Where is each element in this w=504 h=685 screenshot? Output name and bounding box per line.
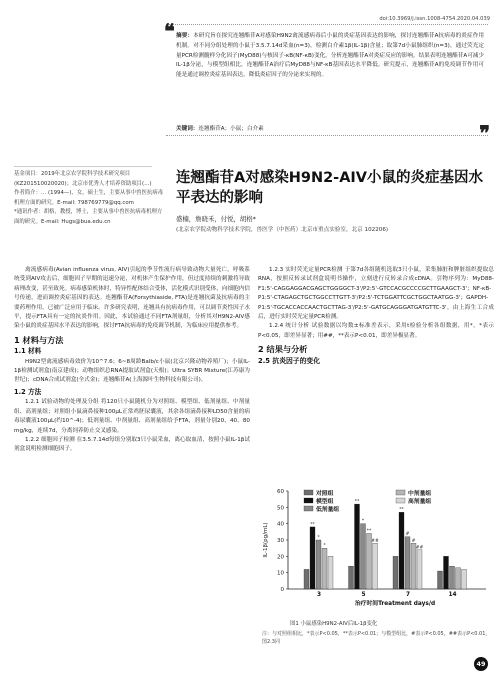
sidebar-notes — [14, 170, 164, 227]
legend-swatch — [304, 498, 313, 503]
x-tick-label: 7 — [405, 592, 411, 598]
x-tick-label: 3 — [316, 592, 322, 598]
method-paragraph-pcr: 1.2.3 实时荧光定量PCR检测 于第7d各组随机选取3只小鼠，采集肺脏和脾脏组织提取总RNA，按照反转录试剂盒说明书操作，立刻进行反转录合成cDNA。引物序列为：MyD88-F1:5'-CAGGAGGACGAGCTGGGGCT-3'/P2:5'-GTCCACGCCCCGCTTGAAGCT-3'；NF-κB-P1:5'-CTAGAGCTGCTGGCCTTGTT-3'/P2:5'-TCTGGATTCGCTGGCTAATGG-3'；GAPDH-P1:5'-TGCACCACCAACTGCTTAG-3'/P2:5'-GATGCAGGGATGATGTTC-3'。由上海生工合成后，进行实时荧光定量PCR检测。 — [258, 267, 494, 321]
bar — [361, 524, 366, 589]
y-axis-label: IL-1β(pg/mL) — [263, 522, 269, 558]
keywords-text: 连翘酯苷A；小鼠；白介素 — [198, 126, 264, 132]
legend-swatch — [304, 506, 313, 511]
bar — [417, 550, 422, 589]
bar — [450, 566, 455, 589]
bar — [405, 537, 410, 589]
affiliation: (北京农学院动物科学技术学院，兽医学（中医药）北京市重点实验室，北京 102206) — [176, 227, 389, 233]
figure-note: 注：与对照组相比，*表示P<0.05，**表示P<0.01；与模型组比，#表示P<0.05，##表示P<0.01，图2.3同 — [262, 631, 491, 646]
method-paragraph-statistics: 1.2.4 统计分析 试验数据以均数±标准差表示，采用t检验分析各组数据，用*，*表示P<0.05，即差异显著；用##，**表示P<0.01，即差异极显著。 — [258, 323, 494, 339]
bar — [373, 543, 378, 589]
method-paragraph-animals: 1.2.1 试验动物的处理及分组 将120只小鼠随机分为对照组、模型组、低剂量组、中剂量组、高剂量组；对照组小鼠滴鼻接种100μL正常鸡胚尿囊液，其余各组滴鼻接种LD50含量的病毒尿囊液100μL(约10^-4)；低剂量组、中剂量组、高剂量组给予FTA，剂量分别20、40、80 mg/kg，连续7d，分离饲养防止交叉感染。 — [14, 399, 250, 434]
authors: 盛楠，詹晓禾，付悦，胡格* — [176, 215, 256, 223]
body-column-right — [258, 266, 494, 368]
subsection-heading-inflammation: 2.5 抗炎因子的变化 — [258, 356, 320, 365]
significance-mark: ** — [399, 507, 404, 513]
bar — [456, 568, 461, 589]
body-column-left — [14, 266, 250, 455]
bar — [444, 556, 449, 589]
bar — [322, 548, 327, 589]
legend-swatch — [396, 498, 405, 503]
legend-label: 低剂量组 — [316, 507, 340, 513]
significance-mark: ** — [354, 499, 360, 505]
bar — [316, 540, 321, 589]
significance-mark: * — [317, 535, 320, 541]
bar — [328, 556, 333, 589]
significance-mark: # — [411, 538, 416, 544]
y-tick-label: 10 — [277, 570, 284, 577]
keywords-label: 关键词： — [176, 126, 199, 132]
il1b-bar-chart — [258, 485, 494, 609]
figure-caption: 图1 小鼠感染H9N2-AIV后IL-1β变化 — [290, 621, 378, 627]
significance-mark: ** — [310, 522, 315, 528]
x-tick-label: 14 — [448, 592, 457, 598]
legend-label: 模型组 — [316, 499, 334, 505]
x-axis-label: 治疗时间Treatment days/d — [354, 601, 436, 607]
significance-mark: ## — [371, 538, 379, 544]
significance-mark: * — [323, 543, 326, 549]
y-tick-label: 20 — [277, 554, 284, 561]
legend-label: 对照组 — [316, 491, 334, 497]
significance-mark: ** — [366, 528, 372, 534]
bar — [393, 556, 398, 589]
open-quote-icon: ❝ — [164, 19, 175, 43]
page-title: 连翘酯苷A对感染H9N2-AIV小鼠的炎症基因水平表达的影响 — [176, 170, 484, 206]
author-intro: 作者简介：… (1994—)，女，硕士生，主要从事中兽医抗病毒机理方面的研究。E-mail: 798769779@qq.com — [14, 190, 164, 206]
significance-mark: # — [405, 532, 410, 538]
bar — [399, 512, 404, 589]
legend-swatch — [396, 490, 405, 495]
legend-swatch — [304, 490, 313, 495]
bar — [310, 527, 315, 589]
method-paragraph-cytokine: 1.2.2 细胞因子检测 在3.5.7.14d每组分别取3只小鼠采血，离心取血清，按照小鼠IL-1β试剂盒说明检测细胞因子。 — [14, 436, 250, 453]
bar — [462, 569, 467, 589]
abstract-label: 摘要： — [176, 33, 194, 39]
y-tick-label: 0 — [280, 587, 284, 593]
close-quote-icon: ❞ — [479, 121, 490, 145]
legend-label: 中剂量组 — [408, 491, 432, 497]
keywords — [176, 124, 484, 132]
abstract-text: 本研究旨在探究连翘酯苷A对感染H9N2禽流感病毒后小鼠的炎症基因表达的影响，探讨连翘酯苷A抗病毒的炎症作用机制。对不同分组处理的小鼠于3.5.7.14d采血(n=3)，检测白介素1β(IL-1β)含量；取第7d小鼠肺组织(n=3)，通过荧光定量PCR检测髓样分化因子(MyD88)与核因子-κB(NF-κB)变化，分析连翘酯苷A对炎症反应的影响。结果表明连翘酯苷A可减少IL-1β分泌，与模型组相比，连翘酯苷A治疗后MyD88与NF-κB基因表达水平降低。研究提示，连翘酯苷A的免疫调节作用可能是通过调控炎症基因表达，降低炎症因子的分泌来实现的。 — [176, 33, 484, 79]
y-tick-label: 30 — [277, 538, 284, 544]
y-tick-label: 40 — [277, 521, 284, 528]
bar — [349, 566, 354, 589]
sidebar-divider — [14, 166, 152, 167]
page-number: 49 — [474, 657, 488, 671]
significance-mark: ## — [415, 545, 424, 551]
intro-paragraph: 禽流感病毒(Avian influenza virus, AIV)引起的季节性流行病导致动物大量死亡，呼吸系统受到AIV攻击后，细胞因子早期的迅速分泌，对机体产生保护作用，但过度持续的刺激将导致病理改变，甚至致死。病毒感染机体时，特异性配体结合受体，活化模式识别受体，向细胞内信号传递，进而调控炎症基因的表达。连翘酯苷A(Forsythiaside, FTA)是连翘抗菌及抗病毒的主要药理作用，已被广泛应用于临床。许多研究表明，连翘具有抗病毒作用，可以调节炎性因子水平，提示FTA具有一定的抗炎作用。因此，本试验通过不同FTA剂量组，分析其对H9N2-AIV感染小鼠的炎症基因水平表达的影响，探讨FTA抗病毒的免疫调节机制，为临床应用提供参考。 — [14, 267, 250, 330]
y-tick-label: 50 — [277, 505, 284, 512]
section-heading-materials-methods: 1 材料与方法 — [14, 334, 64, 345]
section-heading-results: 2 结果与分析 — [258, 344, 308, 355]
subsection-heading-methods: 1.2 方法 — [14, 387, 42, 396]
abstract — [176, 32, 484, 81]
bar — [355, 504, 360, 589]
legend-label: 高剂量组 — [408, 499, 432, 505]
subsection-heading-materials: 1.1 材料 — [14, 347, 42, 356]
bar — [304, 569, 309, 589]
doi: doi:10.3969/j.issn.1008-4754.2020.04.039 — [379, 16, 490, 22]
corresponding-author: *通讯作者：胡格，教授，博士，主要从事中兽医抗病毒机理方面的研究。E-mail: Hugs@bua.edu.cn — [14, 209, 163, 225]
funding-note: 基金项目：2019年北京农学院科学技术研究项目(KZ201510020020)；北京市优秀人才培养资助项目(…) — [14, 171, 152, 187]
materials-paragraph: H9N2型禽流感病毒效价为10^7.6；6~8周龄Balb/c小鼠(北京兴隆动物养殖厂)；小鼠IL-1β检测试剂盒(南京建成)；动物组织总RNA提取试剂盒(天根)；Ultra SYBR Mixture(江苏康为世纪)；cDNA合成试剂盒(全式金)；连翘酯苷A(上海源叶生物科技有限公司)。 — [14, 358, 250, 384]
y-tick-label: 60 — [277, 489, 284, 495]
x-tick-label: 5 — [361, 592, 366, 598]
significance-mark: * — [361, 519, 365, 525]
bar — [438, 571, 443, 589]
